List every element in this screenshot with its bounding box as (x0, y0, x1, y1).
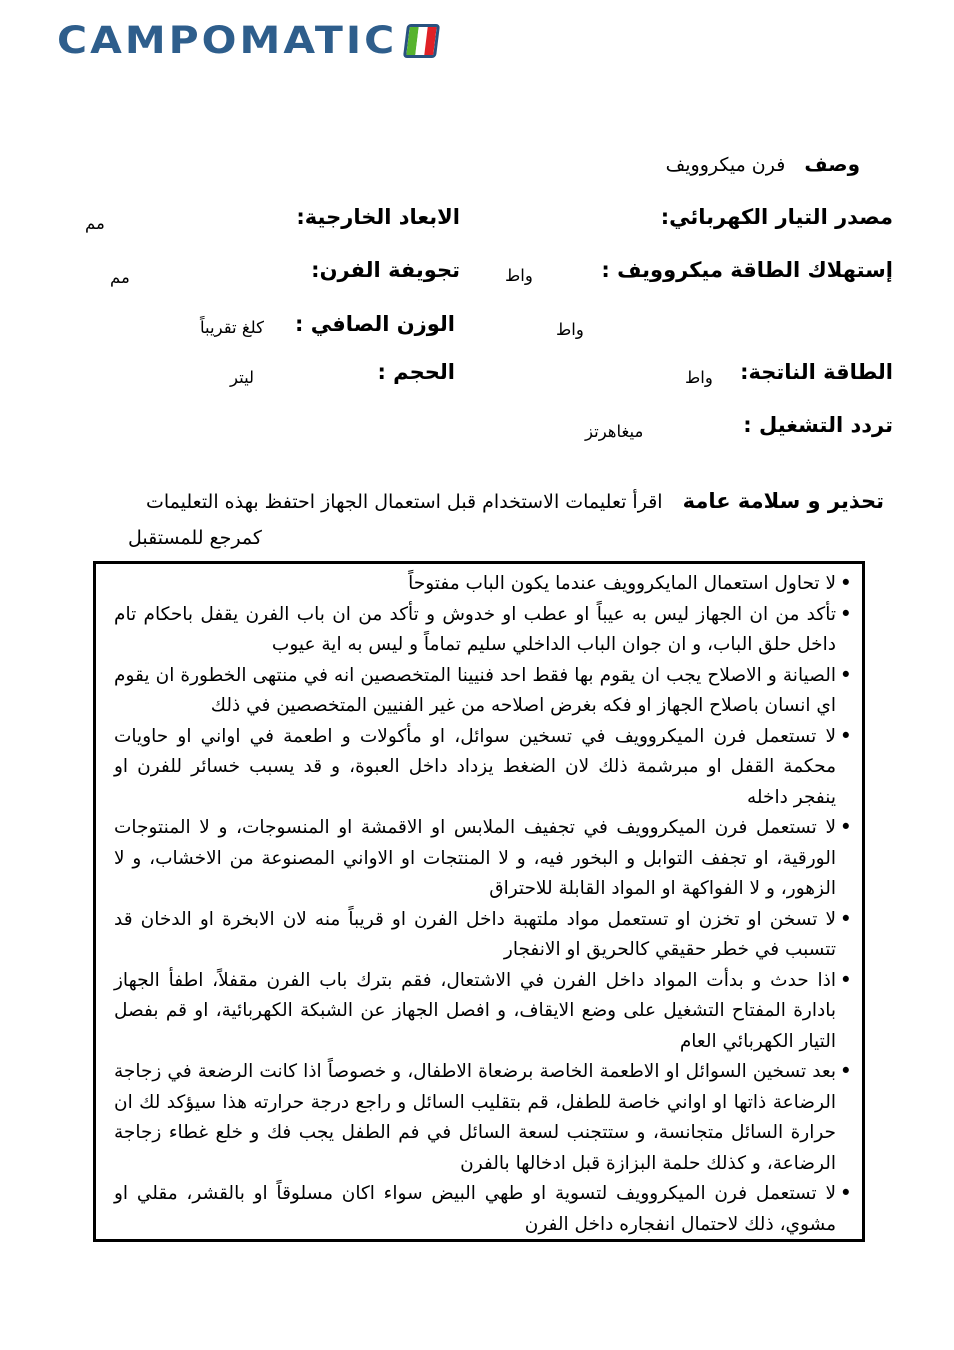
description-value: فرن ميكروويف (665, 154, 786, 176)
spec-watt-extra-unit: واط (556, 320, 584, 339)
warning-item: • لا تستعمل فرن الميكروويف لتسوية او طهي البيض سواء اكان مسلوقاً او بالقشر، مقلي او مشوي، ذلك لاحتمال انفجاره داخل الفرن (114, 1179, 849, 1240)
safety-warning-box (93, 561, 865, 1242)
warning-item: • الصيانة و الاصلاح يجب ان يقوم بها فقط احد فنيينا المتخصصين انه في منتهى الخطورة ان يقوم اي انسان باصلاح الجهاز او فكه بغرض اصلاحه من غير الفنيين المتخصصين في ذلك (114, 661, 849, 722)
spec-output-power-label: الطاقة الناتجة: (740, 360, 893, 384)
brand-logo (57, 17, 438, 63)
spec-volume-label: الحجم : (377, 360, 455, 384)
safety-warning-list (96, 564, 862, 1240)
warning-item: • لا تستعمل فرن الميكروويف في تجفيف الملابس او الاقمشة او المنسوجات، و لا المنتوجات الورقية، او تجفف التوابل و البخور فيه، و لا المنتجات او الاواني المصنوعة من الاخشاب، و لا الزهور، و لا الفواكهة او المواد القابلة للاحتراق (114, 813, 849, 905)
spec-output-power-unit: واط (685, 368, 713, 387)
spec-net-weight-label: الوزن الصافي : (295, 312, 455, 336)
warning-intro-continuation: كمرجع للمستقبل (128, 527, 262, 549)
spec-frequency-label: تردد التشغيل : (743, 413, 893, 437)
spec-dimensions-label: الابعاد الخارجية: (296, 205, 460, 229)
spec-cavity-unit: مم (110, 268, 130, 287)
spec-consumption-label: إستهلاك الطاقة ميكروويف : (601, 258, 893, 282)
warning-heading: تحذير و سلامة عامة (682, 489, 884, 513)
spec-net-weight-unit: كلغ تقريباً (200, 318, 264, 337)
warning-item: • لا تحاول استعمال المايكروويف عندما يكون الباب مفتوحاً (114, 569, 849, 600)
warning-item: • لا تستعمل فرن الميكروويف في تسخين سوائل، او مأكولات و اطعمة في اواني او حاويات محكمة القفل او مبرشمة ذلك لان الضغط يزداد داخل العبوة، و قد يسبب خسائر للفرن او ينفجر داخله (114, 722, 849, 814)
warning-intro: اقرأ تعليمات الاستخدام قبل استعمال الجهاز احتفظ بهذه التعليمات (145, 491, 663, 513)
spec-cavity-label: تجويفة الفرن: (311, 258, 460, 282)
spec-dimensions-unit: مم (85, 214, 105, 233)
warning-item: • اذا حدث و بدأت المواد داخل الفرن في الاشتعال، فقم بترك باب الفرن مقفلاً، اطفأ الجهاز بادارة المفتاح التشغيل على وضع الايقاف، و افصل الجهاز عن الشبكة الكهربائية، او قم بفصل التيار الكهربائي العام (114, 966, 849, 1058)
spec-frequency-unit: ميغاهرتز (585, 422, 644, 441)
brand-logo-text: CAMPOMATIC (57, 17, 398, 63)
spec-consumption-unit: واط (505, 266, 533, 285)
description-label: وصف (804, 152, 860, 176)
spec-power-source-label: مصدر التيار الكهربائي: (660, 205, 893, 229)
warning-heading-line (146, 489, 884, 513)
flag-stripe-red (424, 27, 436, 55)
warning-item: • بعد تسخين السوائل او الاطعمة الخاصة برضعاة الاطفال، و خصوصاً اذا كانت الرضعة في زجاجة الرضاعة ذاتها او اواني خاصة للطفل، قم بتقليب السائل و راجع درجة حرارته هذا سيؤكد لك ان حرارة السائل متجانسة، و ستتجنب لسعة السائل في فم الطفل يجب فك و خلع غطاء زجاجة الرضاعة، و كذلك حلمة البزازة قبل ادخالها بالفرن (114, 1057, 849, 1179)
warning-item: • تأكد من ان الجهاز ليس به عيباً او عطب او خدوش و تأكد من ان باب الفرن يقفل باحكام تام داخل حلق الباب، و ان جوان الباب الداخلي سليم تماماً و ليس به اية عيوب (114, 600, 849, 661)
spec-volume-unit: ليتر (230, 368, 255, 387)
italian-flag-icon (403, 24, 440, 58)
product-description-title (666, 152, 860, 176)
warning-item: • لا تسخن او تخزن او تستعمل مواد ملتهبة داخل الفرن او قريباً منه لان الابخرة او الدخان قد تتسبب في خطر حقيقي كالحريق او الانفجار (114, 905, 849, 966)
